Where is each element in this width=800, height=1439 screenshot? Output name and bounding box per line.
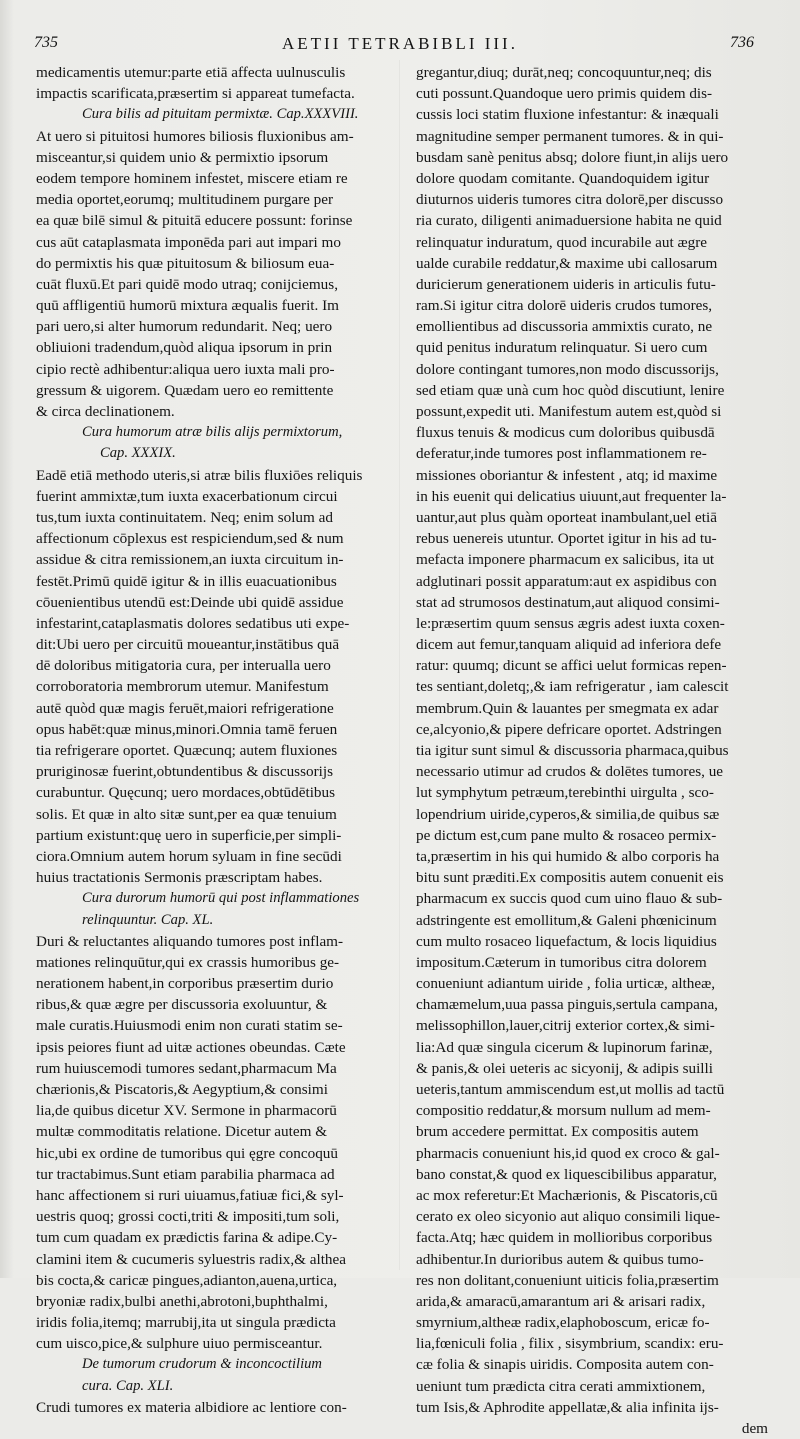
text-line: relinquatur induratum, quod incurabile aut ægre (416, 233, 708, 251)
text-line: res non dolitant,conueniunt uiticis folia,præsertim (416, 1271, 719, 1289)
text-line: partium existunt:quę uero in superficie,per simpli- (36, 826, 342, 844)
text-line: lut symphytum petræum,terebinthi uirgulta , sco- (416, 784, 714, 802)
text-line: dicem aut femur,tanquam aliquid ad inferiora defe (416, 636, 722, 654)
text-line: rebus uenereis utuntur. Oportet igitur in his ad tu- (416, 530, 717, 548)
text-line: tia igitur sunt simul & discussoria pharmaca,quibus (416, 742, 729, 759)
text-line: rum huiuscemodi tumores sedant,pharmacum Ma (36, 1059, 337, 1077)
catchword: dem (741, 1420, 768, 1437)
text-line: brum accedere permittat. Ex compositis autem (416, 1123, 699, 1141)
text-line: hic,ubi ex ordine de tumoribus qui ęgre concoquū (36, 1144, 338, 1162)
text-line: nerationem habent,in corporibus præsertim durio (36, 975, 334, 993)
folio-number-left: 735 (34, 34, 58, 51)
right-text-column (416, 62, 768, 1439)
text-line: bitu sunt præditi.Ex compositis autem conuenit eis (416, 869, 724, 887)
text-line: cussis loci statim fluxione infestantur: & inæquali (416, 106, 719, 124)
text-line: melissophillon,lauer,citrij exterior cortex,& simi- (416, 1017, 715, 1035)
text-line: cipio rectè adhibentur:aliqua uero iuxta mali pro- (36, 360, 335, 378)
text-line: pari uero,si alter humorum redundarit. Neq; uero (36, 318, 333, 336)
text-line: assidue & citra remissionem,an iuxta circuitum in- (36, 551, 344, 569)
text-line: adstringente est emollitum,& Galeni phœnicinum (416, 911, 717, 929)
text-line: do permixtis his quæ pituitosum & biliosum eua- (36, 254, 335, 272)
text-line: chamæmelum,uua passa pinguis,sertula campana, (416, 996, 718, 1014)
text-line: quū affligentiū humorū mixtura æqualis fuerit. Im (36, 297, 339, 315)
text-line: ac mox referetur:Et Machærionis, & Piscatoris,cū (416, 1186, 718, 1204)
chapter-heading-line: Cura bilis ad pituitam permixtæ. Cap.XXXVIII. (82, 106, 359, 123)
text-line: iridis folia,itemq; marrubij,ita ut singula prædicta (36, 1314, 336, 1332)
text-line: & circa declinationem. (36, 403, 175, 420)
text-line: tus,tum iuxta continuitatem. Neq; enim solum ad (36, 508, 333, 526)
text-line: lia,de quibus dicetur XV. Sermone in pharmacorū (36, 1102, 337, 1120)
text-line: cuti possunt.Quandoque uero primis quidem dis- (416, 85, 713, 103)
text-line: cuāt fluxū.Et pari quidē modo utraq; conijciemus, (36, 275, 338, 293)
text-line: cum multo rosaceo liquefactum, & locis liquidius (416, 932, 717, 950)
text-line: duricierum generationem uideris in articulis futu- (416, 275, 716, 293)
text-line: ce,alcyonio,& pipere defricare oportet. Adstringen (416, 720, 722, 738)
text-line: dit:Ubi uero per circuitū moueantur,instātibus quā (36, 636, 340, 654)
running-title: AETII TETRABIBLI III. (282, 34, 518, 53)
text-line: fuerint ammixtæ,tum iuxta exacerbationum circui (36, 487, 338, 505)
text-line: corroboratoria membrorum utemur. Manifestum (36, 678, 329, 696)
text-line: missiones oboriantur & infestent , atq; id maxime (416, 466, 718, 484)
text-line: gregantur,diuq; durāt,neq; concoquuntur,neq; dis (416, 64, 712, 81)
text-line: eodem tempore hominem infestet, miscere etiam re (36, 169, 348, 187)
text-line: ria curato, diligenti animaduersione habita ne quid (416, 212, 722, 230)
text-line: misceantur,si quidem unio & permixtio ipsorum (36, 148, 329, 166)
text-line: facta.Atq; hæc quidem in mollioribus corporibus (416, 1229, 713, 1247)
text-line: smyrnium,altheæ radix,elaphoboscum, ericæ fo- (416, 1314, 710, 1332)
chapter-heading-line: cura. Cap. XLI. (82, 1377, 174, 1394)
chapter-heading-line: Cura humorum atræ bilis alijs permixtorum, (82, 424, 343, 441)
text-line: tes sentiant,doletq;,& iam refrigeratur , iam calescit (416, 678, 729, 696)
text-line: ea quæ bilē simul & pituitā educere possunt: forinse (36, 212, 353, 230)
text-line: & panis,& olei ueteris ac sicyonij, & adipis suilli (416, 1059, 713, 1077)
text-line: pharmacis conueniunt his,id quod ex croco & gal- (416, 1144, 720, 1162)
text-line: ueteris,tantum ammiscendum est,ut mollis ad tactū (416, 1081, 725, 1098)
text-line: gressum & uigorem. Quædam uero eo remittente (36, 381, 334, 399)
text-line: busdam sanè penitus absq; dolore fiunt,in alijs uero (416, 148, 729, 166)
text-line: lia,fœniculi folia , filix , sisymbrium, scandix: eru- (416, 1335, 724, 1353)
text-line: cerato ex oleo sicyonio aut aliquo consimili lique- (416, 1208, 721, 1226)
text-line: pruriginosæ fuerint,obtundentibus & discussorijs (36, 763, 333, 781)
text-line: necessario utimur ad crudos & dolētes tumores, ue (416, 763, 724, 781)
text-line: fluxus tenuis & modicus cum doloribus quibusdā (416, 424, 715, 442)
text-line: lia:Ad quæ singula cicerum & lupinorum farinæ, (416, 1038, 713, 1056)
text-line: ribus,& quæ ægre per discussoria exoluuntur, & (36, 996, 328, 1014)
text-line: uantur,aut plus quàm oporteat inambulant,uel etiā (416, 508, 717, 526)
text-line: Crudi tumores ex materia albidiore ac lentiore con- (36, 1398, 347, 1416)
text-line: cus aūt cataplasmata imponēda pari aut impari mo (36, 233, 341, 251)
chapter-heading-line: De tumorum crudorum & inconcoctilium (82, 1356, 322, 1373)
text-line: affectionum cōplexus est respiciendum,sed & num (36, 530, 344, 548)
text-line: autē quòd quæ magis feruēt,maiori refrigeratione (36, 699, 334, 717)
text-line: sed etiam quæ unà cum hoc quòd discutiunt, lenire (416, 381, 725, 399)
text-line: bis cocta,& caricæ pingues,adianton,auena,urtica, (36, 1271, 338, 1289)
text-line: mationes relinquūtur,qui ex crassis humoribus ge- (36, 953, 340, 971)
text-line: conueniunt adiantum uiride , folia urticæ, altheæ, (416, 975, 716, 993)
chapter-heading-line: Cura durorum humorū qui post inflammationes (82, 890, 360, 907)
text-line: dolore contingant tumores,non modo discussorijs, (416, 360, 719, 378)
text-line: At uero si pituitosi humores biliosis fluxionibus am- (36, 127, 354, 145)
text-line: impactis scarificata,præsertim si appareat tumefacta. (36, 85, 355, 103)
text-line: lopendrium uiride,cyperos,& similia,de quibus sæ (416, 805, 720, 823)
text-line: adglutinari possit apparatum:aut ex aspidibus con (416, 572, 717, 590)
text-line: compositio reddatur,& morsum nullum ad mem- (416, 1102, 711, 1120)
text-line: ualde curabile reddatur,& maxime ubi callosarum (416, 254, 718, 272)
text-line: pe dictum est,cum pane multo & rosaceo permix- (416, 826, 717, 844)
text-line: arida,& amaracū,amarantum ari & arisari radix, (416, 1292, 706, 1310)
text-line: adhibentur.In durioribus autem & quibus tumo- (416, 1250, 704, 1268)
text-line: in his euenit qui delicatius uiuunt,aut frequenter la- (416, 487, 727, 505)
text-line: mefacta imponere pharmacum ex salicibus, ita ut (416, 551, 715, 569)
text-line: cum uisco,pice,& sulphure uiuo permisceantur. (36, 1335, 323, 1353)
text-line: media oportet,eorumq; multitudinem purgare per (36, 191, 334, 209)
text-line: tur tractabimus.Sunt etiam parabilia pharmaca ad (36, 1165, 335, 1183)
text-line: multæ commoditatis relatione. Dicetur autem & (36, 1123, 328, 1141)
text-line: magnitudine semper permanent tumores. & in qui- (416, 127, 724, 145)
text-line: pharmacum ex succis quod cum uino flauo & sub- (416, 890, 723, 908)
text-line: ipsis peiores fiunt ad uitæ actiones obeundas. Cæte (36, 1038, 346, 1056)
chapter-heading-line: Cap. XXXIX. (100, 445, 176, 462)
text-line: emollientibus ad discussoria ammixtis curato, ne (416, 318, 713, 336)
text-line: membrum.Quin & lauantes per smegmata ex adar (416, 699, 719, 717)
text-line: possunt,expedit uti. Manifestum autem est,quòd si (416, 403, 722, 420)
text-line: solis. Et quæ in alto sitæ sunt,per ea quæ tenuium (36, 805, 337, 823)
text-line: tum cum quadam ex prædictis farina & adipe.Cy- (36, 1229, 338, 1247)
text-line: cōuenientibus utendū est:Deinde ubi quidē assidue (36, 593, 344, 611)
left-text-column (36, 62, 390, 1418)
text-line: deferatur,inde tumores post inflammationem re- (416, 445, 707, 463)
running-header (0, 34, 800, 56)
text-line: curabuntur. Quęcunq; uero mordaces,obtūdētibus (36, 784, 336, 802)
text-line: stat ad strumosos destinatum,aut aliquod consimi- (416, 593, 720, 611)
text-line: Duri & reluctantes aliquando tumores post inflam- (36, 932, 344, 950)
text-line: huius tractationis Sermonis præscriptam habes. (36, 869, 323, 887)
text-line: tia refrigerare oportet. Quæcunq; autem fluxiones (36, 742, 338, 759)
text-line: ueniunt tum prædicta citra cerati ammixtionem, (416, 1377, 706, 1395)
text-line: ram.Si igitur citra dolorē uideris crudos tumores, (416, 297, 713, 315)
text-line: bryoniæ radix,bulbi anethi,abrotoni,buphthalmi, (36, 1292, 328, 1310)
text-line: dē doloribus mitigatoria cura, per interualla uero (36, 657, 331, 675)
text-line: infestarint,cataplasmatis dolores sedatibus uti expe- (36, 614, 350, 632)
text-line: quid penitus induratum relinquatur. Si uero cum (416, 339, 708, 357)
text-line: diuturnos uideris tumores citra dolorē,per discusso (416, 191, 724, 209)
text-line: obliuioni tradendum,quòd aliqua ipsorum in prin (36, 339, 333, 357)
text-line: cæ folia & sinapis uiridis. Composita autem con- (416, 1356, 714, 1374)
text-line: chærionis,& Piscatoris,& Aegyptium,& consimi (36, 1081, 328, 1098)
column-gutter (399, 60, 400, 1270)
text-line: bano constat,& quod ex liquescibilibus apparatur, (416, 1165, 717, 1183)
text-line: medicamentis utemur:parte etiā affecta uulnusculis (36, 64, 346, 81)
chapter-heading-line: relinquuntur. Cap. XL. (82, 911, 214, 928)
text-line: ratur: quumq; dicunt se affici uelut formicas repen- (416, 657, 727, 675)
text-line: male curatis.Huiusmodi enim non curati statim se- (36, 1017, 343, 1035)
text-line: opus habēt:quæ minus,minori.Omnia tamē feruen (36, 720, 338, 738)
text-line: ciora.Omnium autem horum syluam in fine secūdi (36, 847, 342, 865)
text-line: festēt.Primū quidē igitur & in illis euacuationibus (36, 572, 337, 590)
text-line: impositum.Cæterum in tumoribus citra dolorem (416, 953, 707, 971)
text-line: clamini item & cucumeris syluestris radix,& althea (36, 1250, 346, 1268)
text-line: hanc affectionem si ruri uiuamus,fatiuæ fici,& syl- (36, 1186, 344, 1204)
folio-number-right: 736 (730, 34, 754, 51)
text-line: dolore quodam comitante. Quandoquidem igitur (416, 169, 710, 187)
text-line: le:præsertim quum sensus ægris adest iuxta coxen- (416, 614, 725, 632)
text-line: uestris quoq; grossi cocti,triti & impositi,tum soli, (36, 1208, 340, 1226)
text-line: tum Isis,& Aphrodite appellatæ,& alia infinita ijs- (416, 1398, 719, 1416)
text-line: Eadē etiā methodo uteris,si atræ bilis fluxiōes reliquis (36, 466, 363, 484)
text-line: ta,præsertim in his qui humido & albo corporis ha (416, 847, 720, 865)
